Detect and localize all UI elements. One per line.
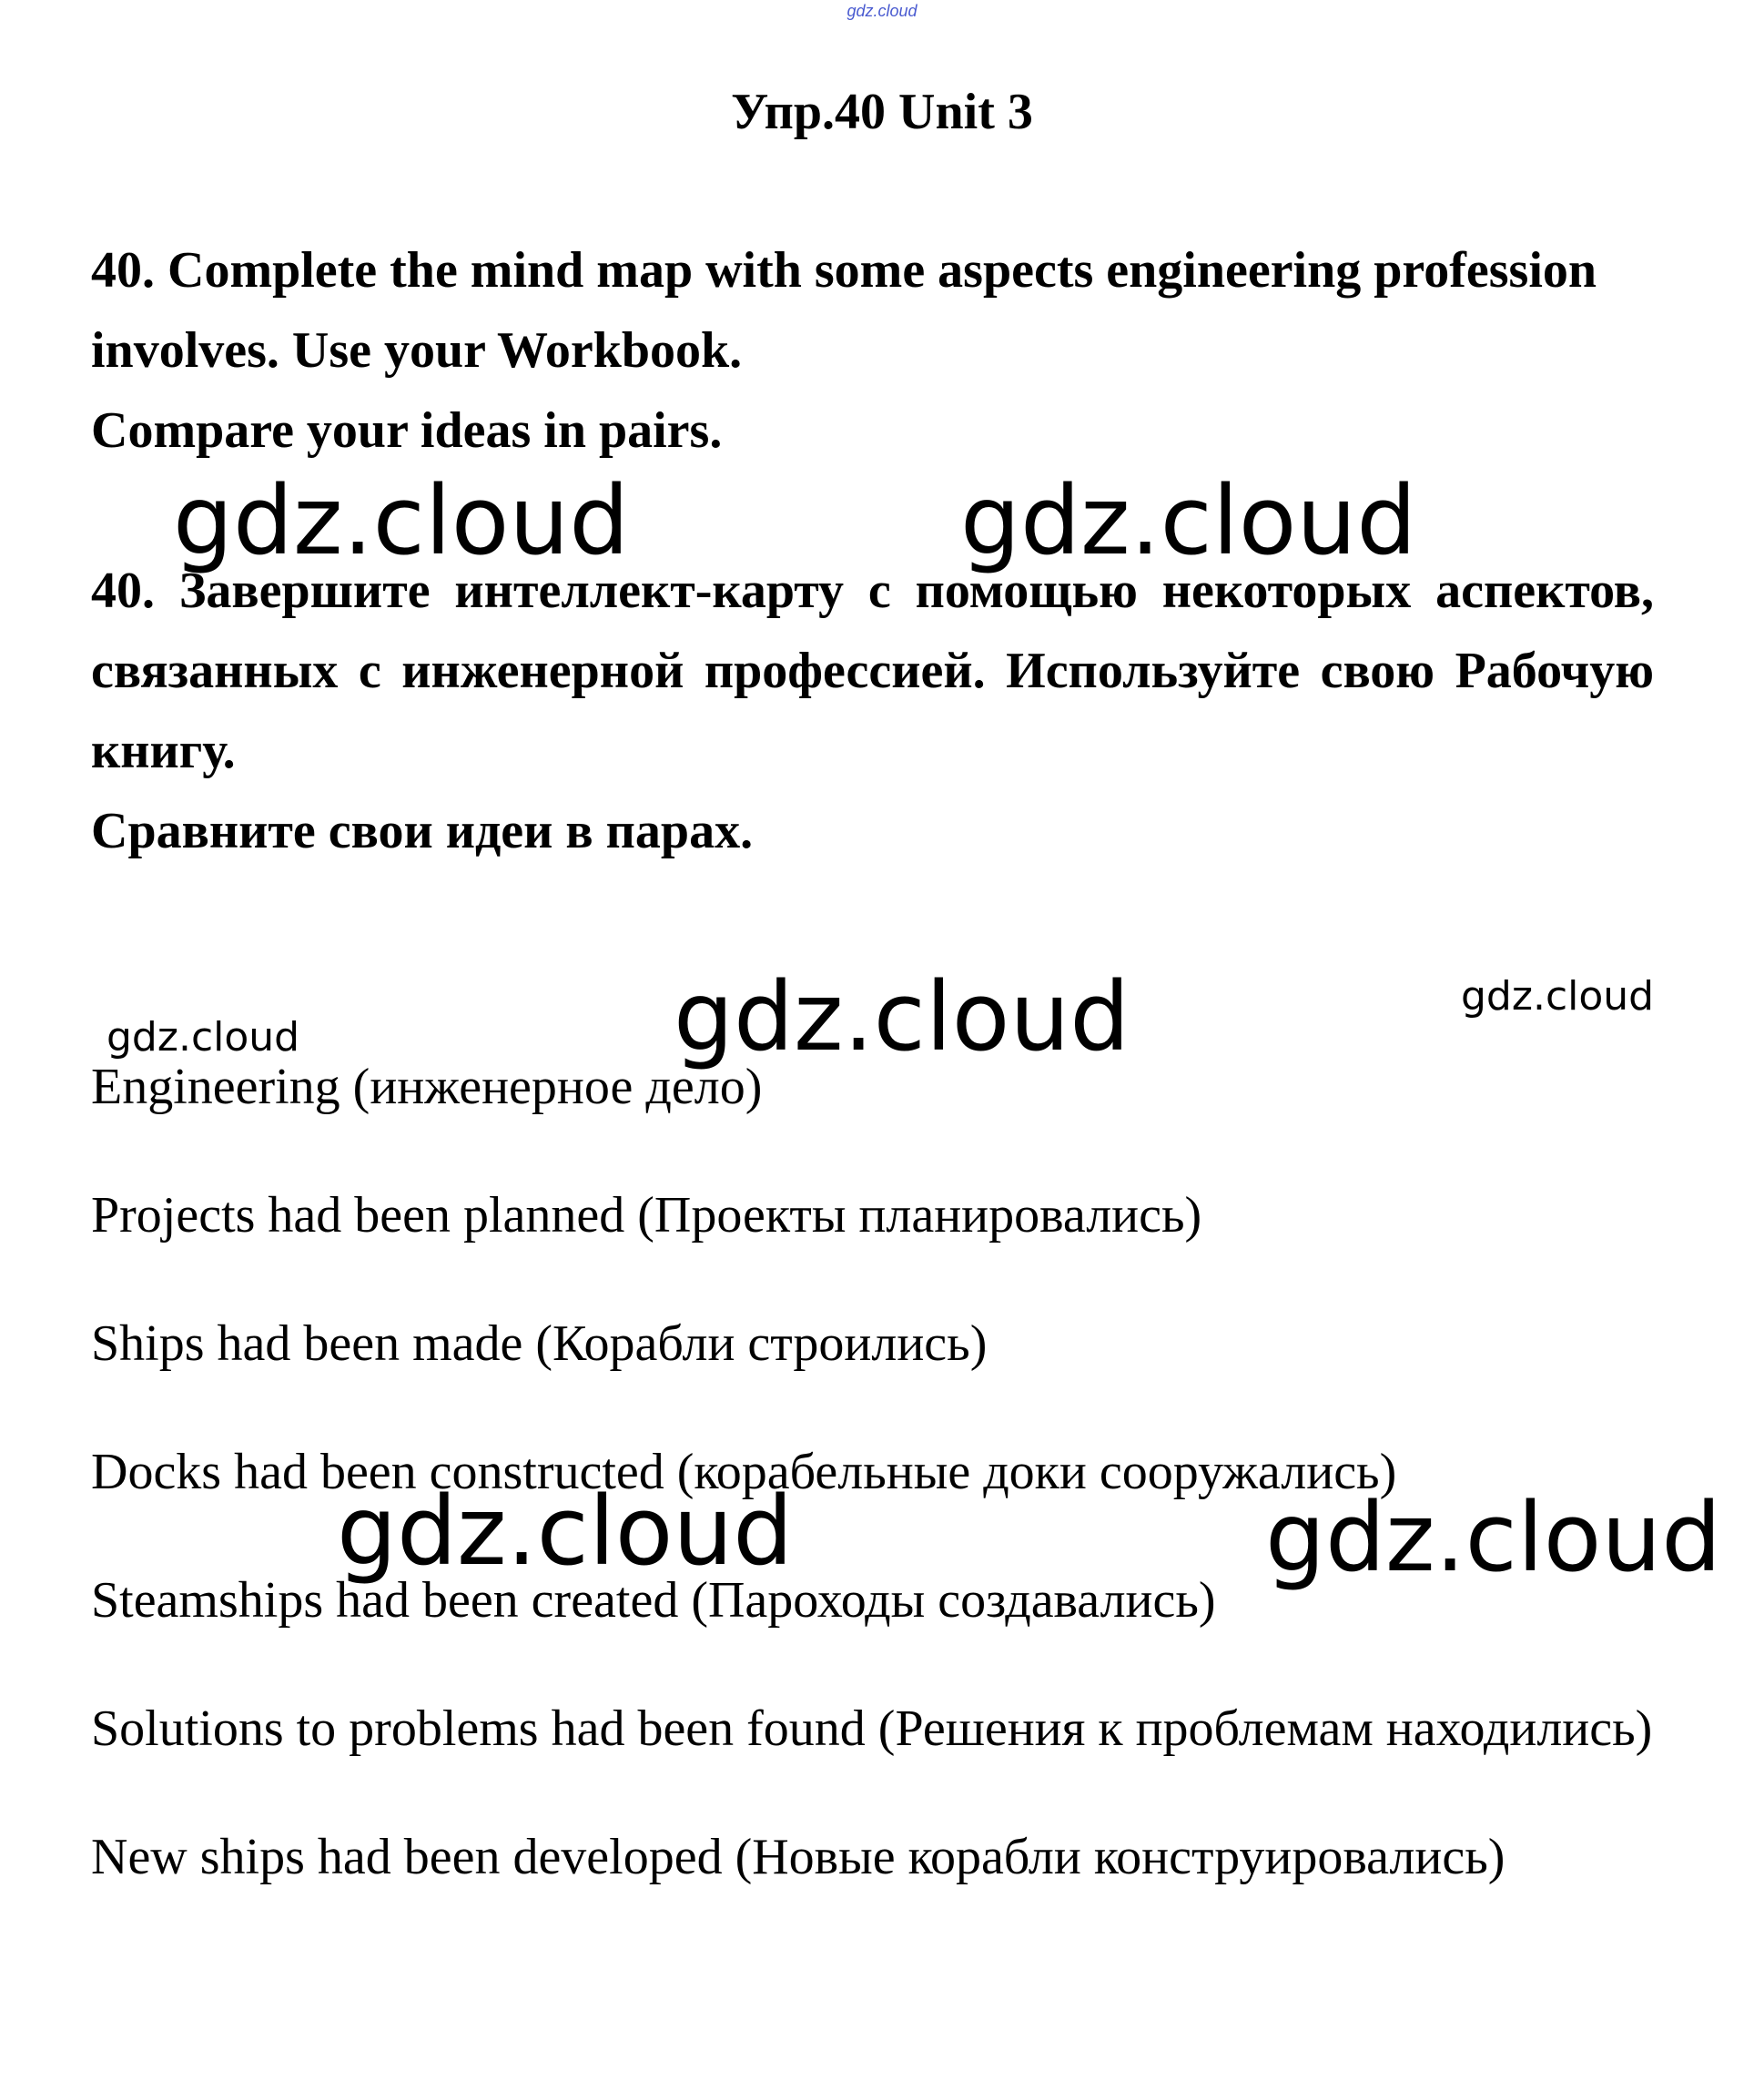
- task-en-instruction: 40. Complete the mind map with some aspects engineering profession involves. Use your Workbook.: [91, 242, 1597, 379]
- task-english: [91, 230, 1654, 471]
- task-ru-instruction: 40. Завершите интеллект-карту с помощью некоторых аспектов, связанных с инженерной профессией. Используйте свою Рабочую книгу.: [91, 563, 1654, 779]
- watermark: gdz.cloud: [106, 1014, 300, 1061]
- answer-item: Projects had been planned (Проекты планировались): [91, 1187, 1202, 1244]
- answer-item: Steamships had been created (Пароходы создавались): [91, 1572, 1216, 1629]
- task-ru-compare: Сравните свои идеи в парах.: [91, 803, 754, 859]
- answer-item: Engineering (инженерное дело): [91, 1059, 763, 1115]
- task-en-compare: Compare your ideas in pairs.: [91, 402, 723, 459]
- watermark: gdz.cloud: [674, 961, 1130, 1072]
- top-watermark: gdz.cloud: [847, 2, 917, 20]
- watermark: gdz.cloud: [173, 465, 630, 576]
- page-title: Упр.40 Unit 3: [731, 84, 1033, 140]
- watermark: gdz.cloud: [1461, 973, 1655, 1020]
- answer-item: Ships had been made (Корабли строились): [91, 1315, 988, 1372]
- task-russian: [91, 551, 1654, 871]
- watermark: gdz.cloud: [960, 465, 1417, 576]
- watermark: gdz.cloud: [337, 1476, 794, 1587]
- answer-item: Docks had been constructed (корабельные доки сооружались): [91, 1444, 1397, 1500]
- answer-item: New ships had been developed (Новые корабли конструировались): [91, 1829, 1505, 1885]
- watermark: gdz.cloud: [1265, 1482, 1722, 1593]
- answer-item: Solutions to problems had been found (Решения к проблемам находились): [91, 1700, 1653, 1757]
